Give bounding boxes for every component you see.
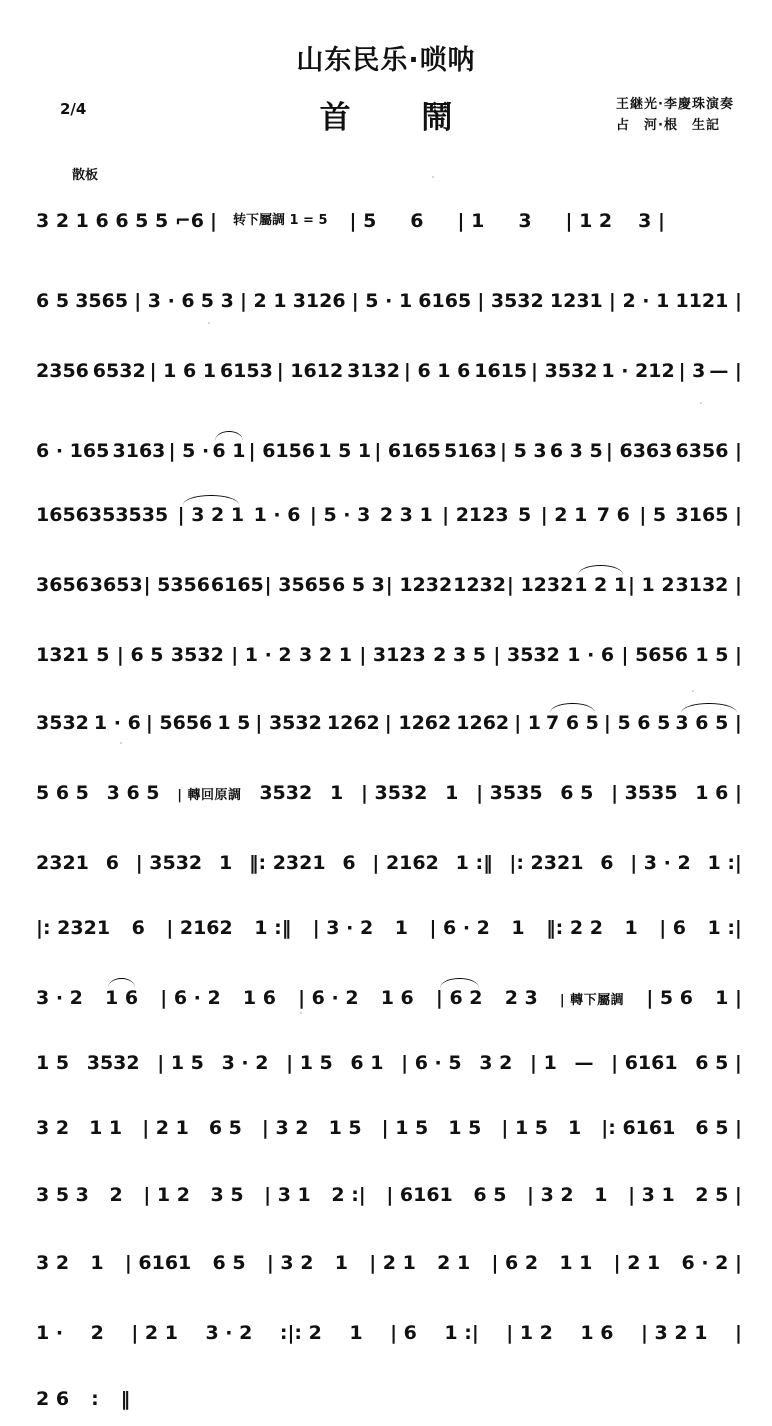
key-change-annotation: | 轉下屬調 (559, 992, 625, 1008)
measure-group: 6 · 165 (36, 440, 110, 462)
measure-group: 1615 (474, 360, 528, 382)
measure-group: | 1 2 (143, 1184, 190, 1206)
measure-group: 3 (518, 210, 532, 232)
measure-group: 1 6 (380, 987, 414, 1009)
measure-group: | 1 5 (381, 1117, 429, 1139)
measure-group: | 5 (639, 504, 667, 526)
measure-group: | 1 6 1 (149, 360, 217, 382)
measure-group: 1 5 (328, 1117, 362, 1139)
measure-group: 1 6 (105, 987, 138, 1009)
measure-group: 1 (349, 1322, 363, 1344)
measure-group: | 5 3 (500, 440, 547, 462)
measure-group: 1 (329, 782, 344, 804)
measure-group: 1 (90, 1252, 104, 1274)
music-system-17 (36, 1310, 742, 1356)
measure-group: 3532 (36, 712, 89, 734)
measure-group: 1 · 6 (567, 644, 615, 666)
measure-group: 3656 (36, 574, 89, 596)
measure-group: | 1 2 (565, 210, 613, 232)
measure-group: | 1 2 (628, 574, 675, 596)
scan-speck (208, 322, 210, 324)
measure-group: 6 (600, 852, 614, 874)
repeat-end: 1 :| (707, 917, 742, 939)
measure-group: 1 (445, 782, 459, 804)
measure-group: | 5 · (168, 440, 210, 462)
measure-group: | 3 1 (628, 1184, 675, 1206)
measure-group: 3532 (86, 1052, 140, 1074)
measure-group: | 6161 (611, 1052, 678, 1074)
key-change-annotation: | 轉回原調 (177, 787, 242, 803)
measure-group: 2 3 (504, 987, 538, 1009)
repeat-end: 2 :| (331, 1184, 366, 1206)
measure-group: 1 · 6 (253, 504, 301, 526)
repeat-start: |: 2321 (36, 917, 111, 939)
measure-group: | 3123 (359, 644, 426, 666)
music-system-10 (36, 840, 742, 886)
measure-group: 6356 | (675, 440, 742, 462)
measure-group: | 3 · 2 (630, 852, 691, 874)
measure-group: 6 (105, 852, 119, 874)
measure-group: | 6161 (124, 1252, 192, 1274)
measure-group: 5163 (443, 440, 497, 462)
measure-group: | 6 2 (491, 1252, 539, 1274)
measure-group: | 2162 (372, 852, 439, 874)
measure-group: | 2 1 (613, 1252, 661, 1274)
measure-group: 3 5 (210, 1184, 244, 1206)
measure-group: 6 5 (560, 782, 594, 804)
measure-group: | 3 2 1 (178, 504, 244, 526)
measure-group: 3653 (89, 574, 143, 596)
tie-mark (215, 431, 243, 441)
measure-group: 3 5 3 (36, 1184, 89, 1206)
measure-group: | 3565 (264, 574, 332, 596)
measure-group: | (734, 1322, 742, 1344)
measure-group: 1 · (36, 1322, 64, 1344)
measure-group: 1 5 1 (318, 440, 372, 462)
measure-group: 6 3 5 (549, 440, 603, 462)
measure-group: 1 | (715, 987, 742, 1009)
measure-group: 5 (96, 644, 110, 666)
measure-group: 2321 (36, 852, 89, 874)
scan-speck (432, 176, 434, 178)
tie-mark (108, 978, 136, 988)
measure-group: 1231 (549, 290, 603, 312)
measure-group: | 5 (349, 210, 377, 232)
measure-group: 3565 (75, 290, 129, 312)
repeat-marks: :|: 2 (279, 1322, 322, 1344)
music-system-2 (36, 278, 742, 324)
measure-group: 6153 (219, 360, 273, 382)
music-system-6 (36, 562, 742, 608)
music-system-13 (36, 1040, 742, 1086)
measure-group: 1 · 6 (93, 712, 141, 734)
repeat-dots: : (91, 1388, 99, 1410)
measure-group: 5 (518, 504, 532, 526)
piece-subtitle: 首 鬧 (319, 100, 483, 136)
measure-group: | 1 (514, 712, 541, 734)
measure-group: 5 6 5 (36, 782, 89, 804)
measure-group: | 6161 (386, 1184, 453, 1206)
measure-group: | 5 · 3 (309, 504, 371, 526)
measure-group: | 2 1 (239, 290, 287, 312)
measure-group: | 1 (457, 210, 485, 232)
measure-group: 6 5 3 (332, 574, 385, 596)
measure-group: 6165 (210, 574, 264, 596)
measure-group: 6 5 (473, 1184, 507, 1206)
measure-group: 7 6 (596, 504, 630, 526)
measure-group: | 3532 (531, 360, 598, 382)
credits-transcribers: 占 河·根 生記 (616, 118, 720, 134)
measure-group: | 3 · 6 (134, 290, 195, 312)
measure-group: | 6 · 2 (160, 987, 221, 1009)
measure-group: 3 | (638, 210, 665, 232)
measure-group: | 3532 (360, 782, 428, 804)
measure-group: 2 (90, 1322, 104, 1344)
measure-group: | 2162 (166, 917, 233, 939)
measure-group: | 5 6 5 (603, 712, 671, 734)
measure-group: 3 2 (36, 1117, 70, 1139)
repeat-start: ‖: 2 2 (546, 917, 603, 939)
measure-group: 1262 (326, 712, 380, 734)
music-system-3 (36, 348, 742, 394)
measure-group: | 1 · 2 (231, 644, 292, 666)
measure-group: 3163 (112, 440, 166, 462)
measure-group: | 1612 (276, 360, 344, 382)
key-change-annotation: 转下屬調 1 = 5 (232, 212, 328, 228)
scan-speck (120, 742, 122, 744)
music-system-16 (36, 1240, 742, 1286)
final-barline: ‖ (120, 1388, 131, 1410)
measure-group: | 3535 (611, 782, 678, 804)
music-system-4 (36, 428, 742, 474)
measure-group: 3 · 2 (205, 1322, 253, 1344)
measure-group: | 1 2 (506, 1322, 553, 1344)
measure-group: | 3532 (477, 290, 544, 312)
tie-mark (440, 978, 479, 988)
measure-group: 1 5 (448, 1117, 482, 1139)
scan-speck (692, 690, 694, 692)
measure-group: | 3 2 (261, 1117, 309, 1139)
measure-group: 1 2 1 (574, 574, 627, 596)
measure-group: 3 · 2 (221, 1052, 269, 1074)
measure-group: 3 2 (36, 1252, 70, 1274)
measure-group: | 2123 (442, 504, 509, 526)
measure-group: | 2 1 (369, 1252, 416, 1274)
repeat-start: |: 6161 (601, 1117, 676, 1139)
measure-group: 2 5 | (695, 1184, 742, 1206)
measure-group: | 6 5 (116, 644, 164, 666)
music-system-9 (36, 770, 742, 816)
measure-group: 3 6 5 (106, 782, 160, 804)
credits (616, 94, 734, 137)
measure-group: 6 1 (212, 440, 245, 462)
repeat-end: 1 :| (707, 852, 742, 874)
measure-group: 2356 (36, 360, 89, 382)
measure-group: | 3 · 2 (312, 917, 374, 939)
tie-mark (550, 703, 594, 713)
tie-mark (183, 495, 239, 505)
measure-group: 6532 (92, 360, 146, 382)
measure-group: 1 6 (580, 1322, 614, 1344)
measure-group: | 3 2 (527, 1184, 574, 1206)
measure-group: | 3535 (476, 782, 543, 804)
measure-group: | 1232 (385, 574, 453, 596)
tie-mark (681, 703, 737, 713)
measure-group: | 6 · 2 (429, 917, 490, 939)
scan-speck (300, 1012, 302, 1014)
measure-group: | 5 · 1 (351, 290, 413, 312)
measure-group: | 2 1 (142, 1117, 189, 1139)
measure-group: | 3 1 (264, 1184, 311, 1206)
measure-group: 3 · 2 (36, 987, 83, 1009)
measure-group: 2 3 1 (379, 504, 433, 526)
measure-group: | 1 5 (501, 1117, 548, 1139)
measure-group: | 3532 (135, 852, 203, 874)
measure-group: | 2 1 (131, 1322, 178, 1344)
measure-group: 1656353535 (36, 504, 169, 526)
barline: | (210, 210, 217, 232)
measure-group: 3132 | (675, 574, 742, 596)
repeat-end: 1 :| (444, 1322, 479, 1344)
measure-group: 3532 (259, 782, 313, 804)
measure-group: 6 (410, 210, 424, 232)
measure-group: 6 (131, 917, 145, 939)
measure-group: 1 5 (36, 1052, 70, 1074)
measure-group: 2 3 5 (433, 644, 487, 666)
time-signature: 2/4 (60, 100, 87, 118)
measure-group: | 2 1 (540, 504, 588, 526)
measure-group: 1 1 (559, 1252, 593, 1274)
measure-group: 3132 (347, 360, 400, 382)
measure-group: 1 (394, 917, 408, 939)
measure-group: 3 2 1 (299, 644, 352, 666)
measure-group: 1 6 (242, 987, 276, 1009)
measure-group: 5 3 (200, 290, 234, 312)
measure-group: | 3 2 1 (641, 1322, 708, 1344)
measure-group: 6 · 2 | (681, 1252, 742, 1274)
measure-group: 1232 (453, 574, 506, 596)
measure-group: 1 (218, 852, 233, 874)
measure-group: | 6363 (605, 440, 673, 462)
repeat-start: ‖: 2321 (248, 852, 326, 874)
music-system-5 (36, 492, 742, 538)
measure-group: | 6165 (374, 440, 441, 462)
music-system-8 (36, 700, 742, 746)
measure-group: | 1 5 (286, 1052, 333, 1074)
scan-speck (700, 402, 702, 404)
measure-group: | 5 6 (646, 987, 693, 1009)
measure-group: 1321 (36, 644, 89, 666)
measure-group: | 6 · 5 (401, 1052, 462, 1074)
music-system-7 (36, 632, 742, 678)
measure-group: 1 1 (89, 1117, 123, 1139)
measure-group: | 6156 (248, 440, 316, 462)
measure-group: | 3 (678, 360, 706, 382)
measure-group: 1 5 | (695, 644, 742, 666)
measure-group: | 3532 (255, 712, 322, 734)
music-system-1 (36, 198, 742, 244)
page-title: 山东民乐·唢呐 (296, 45, 476, 76)
measure-group: 6165 (418, 290, 472, 312)
measure-group: 6 (342, 852, 356, 874)
measure-group: 7 6 5 (546, 712, 599, 734)
credits-performers: 王継光·李慶珠演奏 (616, 97, 734, 112)
measure-group: 1 (594, 1184, 608, 1206)
measure-group: 1262 (456, 712, 510, 734)
repeat-end: 1 :‖ (254, 917, 292, 939)
repeat-start: |: 2321 (509, 852, 584, 874)
measure-group: | 1 5 (157, 1052, 204, 1074)
measure-group: 3126 (292, 290, 346, 312)
measure-group: 3165 | (675, 504, 742, 526)
tie-mark (578, 565, 622, 575)
measure-group: 1 · 212 (601, 360, 675, 382)
measure-group: | 5656 (145, 712, 213, 734)
measure-group: 6 5 (212, 1252, 246, 1274)
measure-group: | 3532 (493, 644, 560, 666)
measure-group: 2 1 (437, 1252, 471, 1274)
measure-group: 1 (511, 917, 525, 939)
measure-group: — (574, 1052, 594, 1074)
measure-group: | 6 1 6 (403, 360, 471, 382)
measure-group: | 1262 (384, 712, 452, 734)
measure-group: | 6 2 (436, 987, 483, 1009)
measure-group: 2 (109, 1184, 123, 1206)
measure-group: | 6 (659, 917, 686, 939)
measure-group: | 5356 (143, 574, 210, 596)
repeat-end: 1 :‖ (455, 852, 493, 874)
measure-group: 1 (624, 917, 638, 939)
measure-group: 6 1 (350, 1052, 384, 1074)
measure-group: 1 5 (217, 712, 251, 734)
measure-group: | 6 (390, 1322, 417, 1344)
measure-group: 2 6 (36, 1388, 70, 1410)
measure-group: 6 5 | (695, 1117, 742, 1139)
measure-group: | 1 (530, 1052, 557, 1074)
measure-group: 1121 | (675, 290, 742, 312)
measure-group: | 3 2 (266, 1252, 314, 1274)
measure-group: | 1232 (506, 574, 574, 596)
measure-group: 1 (568, 1117, 582, 1139)
measure-group: | 2 · 1 (608, 290, 670, 312)
measure-group: 1 6 | (695, 782, 742, 804)
music-system-14 (36, 1105, 742, 1151)
measure-group: 3532 (170, 644, 224, 666)
music-system-12 (36, 975, 742, 1021)
tempo-marking: 散板 (72, 168, 99, 183)
measure-group: 6 5 | (695, 1052, 742, 1074)
measure-group: | 5656 (621, 644, 688, 666)
measure-group: | 6 · 2 (298, 987, 359, 1009)
music-system-18 (36, 1376, 742, 1422)
measure-group: — | (709, 360, 742, 382)
measure-group: 3 2 1 6 6 5 5 ⌐6 (36, 210, 204, 232)
measure-group: 6 5 (36, 290, 70, 312)
measure-group: 3 6 5 | (675, 712, 741, 734)
measure-group: 1 (334, 1252, 348, 1274)
measure-group: 6 5 (208, 1117, 242, 1139)
music-system-11 (36, 905, 742, 951)
measure-group: 3 2 (479, 1052, 513, 1074)
music-system-15 (36, 1172, 742, 1218)
